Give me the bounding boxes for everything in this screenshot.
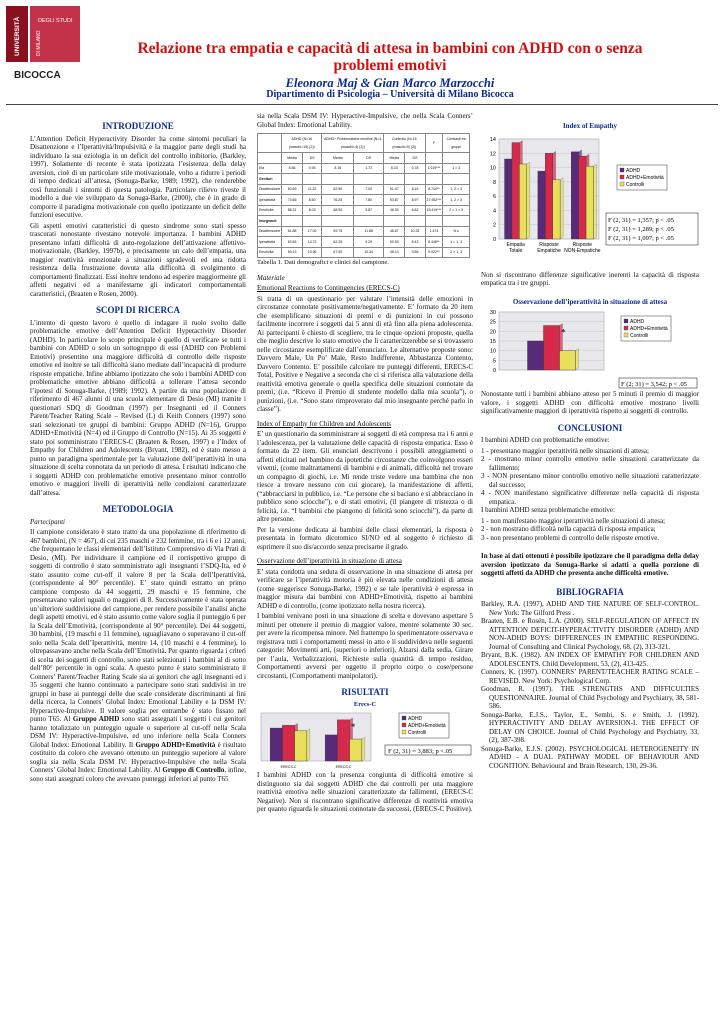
table-cell: Iperattività: [258, 237, 282, 248]
erecs-chart-title: Erecs-C: [353, 700, 377, 708]
svg-text:DI MILANO: DI MILANO: [36, 30, 42, 56]
table-row: [258, 226, 470, 237]
waiting-chart-title: Osservazione dell’iperattività in situazione di attesa: [512, 297, 668, 306]
scopi-paragraph: L’intento di questo lavoro è quello di indagare il ruolo svolto dalle problematiche emotive dell’Attention Deficit Hyperactivity Disorder (ADHD). In particolare lo scopo principale è quello di verificare se tutti i bambini con ADHD o solo un sottogruppo di essi (ADHD con Problemi Emotivi) presentino una maggiore difficoltà di controllo delle risposte emotive ed inoltre se tali difficoltà siano mediate dall’incapacità di produrre risposte empatiche. Infine abbiamo ipotizzato che solo i bambini ADHD con problematiche emotive abbiano difficoltà a tollerare l’attesa secondo l’ipotesi di Sonuga-Barke, (1989; 1992). A partire da una popolazione di riferimento di 467 alunni di una scuola elementare di Desio (MI) tramite i questionari SDQ di Goodman (1997) per Insegnanti ed il Conners Parent/Teacher Rating Scale – Revised (L) di Keith Conners (1997) sono stati selezionati tre gruppi di bambini: Gruppo ADHD (N=16), Gruppo ADHD+Emotività (N=4) ed il Gruppo di Controllo (N=15). Ai 35 soggetti è stato poi somministrato l’ERECS-C (Braaten & Rosen, 1997) e l’Index of Empathy for Children and Adolescents (Bryant, 1982), ed è stato messo a punto un paradigma sperimentale per la valutazione dell’iperattività in una situazione di scelta connotata da un periodo di attesa. I risultati indicano che i soggetti ADHD con problematiche emotive presentano minor controllo emotivo e maggiori livelli di iperattività nelle condizioni caratterizzate dall’attesa.: [30, 318, 246, 497]
concl-list-item: 2 - mostrano minor controllo emotivo nelle situazioni caratterizzate da fallimento;: [481, 455, 699, 472]
table-cell: [384, 174, 405, 185]
scopi-heading: SCOPI DI RICERCA: [95, 305, 180, 315]
table-cell: 2 > 1 > 3: [443, 205, 470, 216]
partecipanti-label: Partecipanti: [30, 517, 65, 526]
table-subheader-cell: [425, 153, 443, 164]
bar: [505, 159, 512, 239]
table-cell: Iperattività: [258, 195, 282, 206]
legend-swatch: [620, 182, 624, 186]
empathy-chart: [481, 131, 699, 271]
table-cell: 0.78: [405, 163, 425, 174]
y-tick-label: 14: [489, 136, 496, 143]
concl-summary: In base ai dati ottenuti è possibile ipotizzare che il paradigma della delay aversion ipotizzato da Sonuga-Barke si adatti a quella porzione di soggetti affetti da ADHD che presenta anche difficoltà emotive.: [481, 552, 699, 577]
legend-swatch: [624, 326, 628, 330]
header-divider: [6, 104, 718, 105]
table-subheader-cell: [443, 153, 470, 164]
metodo-heading: METODOLOGIA: [102, 504, 174, 514]
table-cell: 46.67: [384, 226, 405, 237]
concl-list-2: [481, 517, 699, 543]
table-cell: 1.019***: [425, 163, 443, 174]
bar: [560, 351, 576, 370]
table-cell: [354, 174, 384, 185]
metodo-continuation: sia nella Scala DSM IV: Hyperactive-Impulsive, che nella Scala Conners’ Global Index: Emotional Lability.: [257, 112, 473, 129]
bar: [282, 725, 294, 761]
table-subheader-cell: Media: [384, 153, 405, 164]
table-cell: 73.66: [282, 195, 303, 206]
table-header-cell: Controllo (N=15 (maschi=9) (3)): [384, 134, 425, 153]
legend-label: ADHD: [630, 319, 645, 325]
table-cell: 8.448**: [425, 237, 443, 248]
x-category-label: ERECS-C: [280, 765, 297, 769]
bar: [325, 735, 337, 761]
bib-entry: Sonuga-Barke, E.J.S., Taylor, E., Sembi, S. e Smith, J. (1992). HYPERACTIVITY AND DELAY AVERSION-I. THE EFFECT OF DELAY ON CHOICE. Journal of Child Psychology and Psychiatry, 33, (2), 387-398.: [481, 710, 699, 744]
table-row: [258, 205, 470, 216]
bar-side: [527, 162, 530, 239]
table-cell: 6.82: [405, 205, 425, 216]
demographics-table: [257, 133, 470, 258]
empathy-chart-svg: [481, 131, 699, 271]
bibliografia-heading: BIBLIOGRAFIA: [556, 586, 624, 597]
bibliography-list: [481, 600, 699, 770]
legend-label: ADHD: [626, 167, 641, 174]
legend-label: Controlli: [626, 181, 645, 188]
table-cell: Disattenzione: [258, 184, 282, 195]
table-cell: 0.94: [302, 163, 321, 174]
y-tick-label: 2: [492, 222, 496, 229]
y-tick-label: 12: [489, 150, 496, 157]
table-cell: 27.952***: [425, 195, 443, 206]
concl-list-item: 3 - NON presentano minor controllo emotivo nelle situazioni caratterizzate dal successo;: [481, 472, 699, 489]
y-tick-label: 0: [492, 368, 496, 374]
concl-list-1: [481, 447, 699, 507]
table-row: [258, 247, 470, 258]
table-cell: 7.80: [354, 195, 384, 206]
table-cell: 7.00: [354, 184, 384, 195]
y-tick-label: 4: [492, 207, 496, 214]
table-cell: [302, 216, 321, 227]
metodo-paragraph: Il campione considerato è stato tratto da una popolazione di riferimento di 467 bambini, (N = 467), di cui 235 maschi e 232 femmine, tra i 6 e i 12 anni, che frequentano le classi elementari dell’Istituto Comprensivo di Via Prati di Desio, (MI). Per individuare il campione ed il corrispettivo gruppo di soggetti di controllo è stato somministrato agli insegnanti l’SDQ-Ita, ed è stato assunto come cut-off il valore 8 per la Scala dell’Iperattività, (corrispondente al 90° percentile). E’ stato quindi estratto un primo campione composto da 44 soggetti, 29 maschi e 15 femmine, che presentavano valori uguali o maggiori di 8. Successivamente è stata operata un’ulteriore suddivisione del campione, per rendere possibile l’analisi anche degli aspetti emotivi, ed è stato assunto come valore soglia il punteggio 6 per la Scala dell’Emotività, (corrispondente al 90° percentile). Dei 44 soggetti, 30 bambini, (19 maschi e 11 femmine), uguagliavano o superavano il cut-off solo nella Scala dell’Iperattività, mentre 14, (10 maschi e 4 femmine), lo oltrepassavano anche nella Scala dell’Emotività. Per quanto riguarda i criteri di scelta dei soggetti di controllo, sono stati selezionati i bambini al di sotto dell’80° percentile in ogni scala. A questo punto è stato somministrato il Conners’ Parent/Teacher Rating Scale sia ai genitori che agli insegnanti ed i 35 soggetti che hanno continuato a partecipare sono stati suddivisi in tre gruppi in base ai punteggi delle due scale considerate discriminanti ai fini della ricerca, la Conners’ Global Index: Emotional Lability e la DSM IV: Hyperactive-Impulsive. Il valore soglia per entrambe è stato fissato nel punto T65. Al Gruppo ADHD sono stati assegnati i soggetti i cui genitori hanno totalizzato un punteggio uguale o superiore al cut-off nella Scala DSM IV: Hyperactive-Impulsive, ed uno inferiore nella Scala Conners Global Index: Emotional Lability. Il Gruppo ADHD+Emotività è risultato costituito da coloro che avevano ottenuto un punteggio superiore al valore soglia sia nella Scala DSM IV: Hyperactive-Impulsive che nella Scala Conners’ Global Index: Emotional Lability. Al Gruppo di Controllo, infine, sono stati assegnati coloro che avevano punteggi inferiori al punto T65: [30, 528, 247, 783]
table-cell: [282, 174, 303, 185]
bar: [545, 153, 552, 239]
bar: [553, 179, 560, 238]
legend-label: ADHD+Emotività: [626, 174, 664, 181]
table-cell: 76.25: [322, 195, 354, 206]
y-tick-label: 5: [492, 358, 496, 365]
intro-heading: INTRODUZIONE: [102, 121, 174, 131]
table-cell: 8.66: [282, 163, 303, 174]
table-cell: N.s: [443, 226, 470, 237]
index-paragraph-2: Per la versione dedicata ai bambini delle classi elementari, la risposta è presentata in formato dicotomico SI/NO ed al soggetto è richiesto di esprimere il suo dis/accordo senza precisarne il grado.: [257, 525, 473, 551]
department: Dipartimento di Psicologia – Università di Milano Bicocca: [266, 89, 514, 100]
authors: Eleonora Maj & Gian Marco Marzocchi: [285, 76, 495, 90]
concl-list-item: 2 - non mostrano difficoltà nella capacità di risposta empatica;: [481, 525, 656, 533]
legend-swatch: [620, 175, 624, 179]
bar: [519, 164, 526, 239]
waiting-chart: [481, 306, 699, 390]
bar: [538, 171, 545, 239]
table-cell: 3.87: [354, 205, 384, 216]
x-category-label: Empatia: [506, 241, 525, 248]
waiting-chart-svg: [481, 306, 699, 390]
legend-swatch: [402, 723, 406, 727]
table-cell: 1.474: [425, 226, 443, 237]
table-cell: 9.29: [354, 237, 384, 248]
intro-paragraph-1: L’Attention Deficit Hyperactivity Disorder ha come sintomi peculiari la Disattenzione e l’Iperattività/Impulsività e la maggior parte degli studi ha individuato la sua eziologia in un deficit del controllo inibitorio, (Barkley, 1997). Solamente di recente è stata ipotizzata l’esistenza della delay aversion, cioè di un particolare stile motivazionale, volto a ridurre i periodi di tempo dedicati all’attesa, (Sonuga-Barke, 1989; 1992), che renderebbe così funzionali i sintomi di questa patologia. Particolare rilievo riveste il modello a due vie sviluppato da Sonuga-Barke, (2000), che è in grado di comporre il paradigma motivazionale con quello ipotizzante un deficit delle funzioni esecutive.: [30, 134, 246, 219]
table-cell: 8.16: [405, 184, 425, 195]
bar: [512, 142, 519, 238]
table-cell: Età: [258, 163, 282, 174]
table-row: [258, 237, 470, 248]
table-cell: [282, 216, 303, 227]
bar: [337, 720, 349, 761]
table-cell: [384, 216, 405, 227]
y-tick-label: 10: [489, 348, 496, 355]
legend-label: Controlli: [630, 333, 649, 339]
bar-side: [560, 177, 563, 238]
table-cell: 1 = 1, 3: [443, 237, 470, 248]
table-cell: 61.88: [282, 226, 303, 237]
table-row: [258, 184, 470, 195]
table-cell: 1.72: [354, 163, 384, 174]
table-cell: [443, 216, 470, 227]
bar: [295, 731, 307, 761]
x-category-label: NON-Empatiche: [564, 247, 601, 254]
table-cell: 8.03: [302, 205, 321, 216]
table-cell: 8.43: [405, 237, 425, 248]
table-cell: 11.22: [302, 184, 321, 195]
table-cell: Genitori: [258, 174, 282, 185]
table-cell: 10.33: [405, 226, 425, 237]
x-category-label: Empatiche: [537, 247, 561, 254]
table-header-cell: ADHD+ Problematiche emotive (N=4 (maschi=4) (2)): [322, 134, 384, 153]
stat-text: F (2, 31) = 3,883; p <.05: [388, 748, 453, 755]
concl-intro-1: I bambini ADHD con problematiche emotive:: [481, 436, 610, 444]
column-left: [30, 112, 246, 785]
legend-swatch: [402, 716, 406, 720]
bib-entry: Conners, K. (1997). CONNERS’ PARENT/TEACHER RATING SCALE –REVISED. New York: Psychological Corp.: [481, 668, 699, 685]
column-middle: [257, 112, 473, 816]
osserv-paragraph-2: I bambini venivano posti in una situazione di scelta e dovevano aspettare 5 minuti per ottenere il premio di maggior valore, mentre solamente 30 sec. per avere la ricompensa minore. Nel frattempo lo sperimentatore osservava e registrava tutti i comportamenti messi in atto e li suddivideva nelle seguenti categorie: Movimenti arti, (superiori o inferiori), Alzarsi dalla sedia, Girare per l’aula, Verbalizzazioni, Richieste sulla quantità di tempo residuo, Comportamenti avversi per oggetto il proprio corpo o cose/persone circostanti, (Comportamenti manipolatori).: [257, 612, 473, 680]
table-caption: Tabella 1. Dati demografici e clinici del campione.: [257, 259, 389, 266]
legend-swatch: [620, 168, 624, 172]
table-cell: 10.34: [354, 247, 384, 258]
materiale-label: Materiale: [257, 273, 285, 282]
x-category-label: Totale: [508, 247, 523, 254]
table-subheader-cell: DS: [354, 153, 384, 164]
table-cell: 68.50: [322, 205, 354, 216]
bib-entry: Braaten, E.B. e Rosén, L.A. (2000). SELF-REGULATION OF AFFECT IN ATTENTION DEFICIT-HYPERACTIVITY DISORDER (ADHD) AND NON-ADHD BOYS: DIFFERENCES IN EMPATHIC RESPONDING. Journal of Consulting and Clinical Psychology, 68, (2), 313-321.: [481, 617, 699, 651]
bib-entry: Sonuga-Barke, E.J.S. (2002). PSYCHOLOGICAL HETEROGENEITY IN AD/HD - A DUAL PATHWAY MODEL OF BEHAVIOUR AND COGNITION. Behavioural and Brain Research, 130, 29-36.: [481, 744, 699, 770]
legend-swatch: [624, 333, 628, 337]
table-cell: [405, 216, 425, 227]
stat-text: F (2, 31) = 1,097; p < .05: [608, 234, 674, 242]
table-cell: 17.02: [302, 226, 321, 237]
empathy-conclusion: Non si riscontrano differenze significative inerenti la capacità di risposta empatica tra i tre gruppi.: [481, 270, 699, 287]
table-cell: 59.75: [322, 226, 354, 237]
table-cell: [425, 216, 443, 227]
y-tick-label: 6: [492, 193, 496, 200]
table-cell: Emotività: [258, 247, 282, 258]
table-subheader-cell: [258, 153, 282, 164]
risultati-heading: RISULTATI: [341, 687, 389, 697]
erecs-heading: Emotional Reactions to Contingencies (ERECS-C): [257, 284, 400, 292]
bar: [270, 728, 282, 761]
bib-entry: Goodman, R. (1997). THE STRENGTHS AND DIFFICULTIES QUESTIONNAIRE. Journal of Child Psychology and Psychiatry, 38, 581-586.: [481, 685, 699, 710]
table-cell: 60.59: [282, 184, 303, 195]
x-category-label: Risposte: [572, 241, 593, 248]
table-row: [258, 195, 470, 206]
table-cell: 9.022**: [425, 247, 443, 258]
table-cell: 1 = 3: [443, 163, 470, 174]
empathy-chart-title: Index of Empathy: [562, 122, 618, 130]
legend-swatch: [624, 319, 628, 323]
bib-entry: Barkley, R.A. (1997), ADHD AND THE NATURE OF SELF-CONTROL. New York: The Gilford Press .: [481, 600, 699, 617]
table-subheader-cell: Media: [282, 153, 303, 164]
bar: [586, 166, 593, 239]
legend-label: ADHD+Emotività: [408, 723, 446, 729]
table-cell: [322, 216, 354, 227]
legend-swatch: [402, 730, 406, 734]
concl-intro-2: I bambini ADHD senza problematiche emotive:: [481, 506, 615, 514]
table-cell: 48.13: [384, 247, 405, 258]
table-cell: [354, 216, 384, 227]
intro-paragraph-2: Gli aspetti emotivi caratteristici di questo sindrome sono stati spesso trascurati nonostante rivestano notevole importanza. I bambini ADHD presentano infatti difficoltà di auto-regolazione dell’attivazione affettivo-motivazionale, (Barkley, 1997b), e precisamente un calo dell’empatia, una maggior reattività emozionale a situazioni sgradevoli ed una ridotta resistenza della frustrazione dovuta alla difficoltà di svolgimento di comportamenti finalizzati. Essi inoltre tendono ad esperire maggiormente gli affetti negativi ed a manifestarne gli indicatori comportamentali caratteristici, (Braaten e Rosen, 2000).: [30, 221, 246, 298]
conclusioni-heading: CONCLUSIONI: [557, 422, 623, 433]
bar-side: [576, 349, 579, 370]
concl-list-item: 4 - NON manifestano significative differenze nella capacità di risposta empatica.: [481, 489, 699, 506]
osserv-heading: Osservazione dell’iperattività in situazione di attesa: [257, 557, 402, 565]
table-cell: 8.97: [405, 195, 425, 206]
table-cell: 1, 2 > 3: [443, 195, 470, 206]
index-paragraph-1: E’ un questionario da somministrare ai soggetti di età compresa tra i 6 anni e l’adolescenza, per la valutazione delle capacità di risposta empatica. Esso è formato da 22 item. Gli enunciati descrivono i possibili atteggiamenti o affetti elicitati nel bambino da ipotetiche circostanze che coinvolgono esseri viventi, (come maltrattamenti di bambini e di animali, difficoltà nel trovare un compagno di giochi, i.e. Mi rende triste vedere una bambina che non riesce a trovare nessuno con cui giocare), la manifestazione di affetti, (“abbracciarsi in pubblico, i.e. “Le persone che si baciano e si abbracciano in pubblico sono sciocche”), e di stati emotivi, (il piangere di tristezza o di felicità, i.e. “I bambini che piangono di felicità sono sciocchi”), da parte di altre persone.: [257, 430, 473, 523]
table-row: [258, 174, 470, 185]
table-cell: [443, 174, 470, 185]
table-subheader-cell: Media: [322, 153, 354, 164]
table-cell: 59.13: [282, 247, 303, 258]
bar-side: [307, 729, 310, 761]
table-cell: 2 > 1, 3: [443, 247, 470, 258]
table-cell: 15.419***: [425, 205, 443, 216]
table-cell: 1, 2 > 3: [443, 184, 470, 195]
table-cell: 11.88: [354, 226, 384, 237]
table-cell: 62.25: [322, 237, 354, 248]
table-header-cell: F: [425, 134, 443, 153]
svg-text:UNIVERSITÀ: UNIVERSITÀ: [14, 16, 21, 56]
legend-label: Controlli: [408, 730, 427, 736]
table-cell: 8.740**: [425, 184, 443, 195]
table-header-cell: Contrasti tra gruppi: [443, 134, 470, 153]
column-right: [481, 112, 699, 770]
table-cell: 58.31: [282, 205, 303, 216]
table-cell: 51.47: [384, 184, 405, 195]
table-cell: Insegnanti: [258, 216, 282, 227]
bar-side: [362, 737, 365, 761]
erecs-results-paragraph: I bambini ADHD con la presenza congiunta di difficoltà emotive si distinguono sia dai soggetti ADHD che dai controlli per una maggiore reattività emotiva nelle situazioni caratterizzate da fallimenti, (ERECS-C Negative). Non si riscontrano significative differenze di reattività emotiva per quanto riguarda le situazioni connotate da successi, (ERECS-C Positive).: [257, 771, 473, 813]
table-cell: 8.60: [302, 195, 321, 206]
stat-text: F (2; 31) = 3,542; p < .05: [621, 381, 688, 388]
erecs-chart-svg: [257, 709, 473, 771]
table-cell: 50.93: [384, 237, 405, 248]
table-cell: 53.87: [384, 195, 405, 206]
index-heading: Index of Empathy for Children and Adolescents: [257, 419, 392, 428]
bar: [350, 739, 362, 761]
table-subheader-cell: DS: [302, 153, 321, 164]
y-tick-label: 0: [492, 236, 496, 243]
stat-text: F (2, 31) = 1,289; p < .05: [608, 225, 674, 233]
table-header-cell: [258, 134, 282, 153]
table-cell: [322, 174, 354, 185]
table-cell: Emotività: [258, 205, 282, 216]
table-subheader-cell: DS: [405, 153, 425, 164]
significance-marker: *: [350, 721, 356, 732]
x-category-label: ERECS-C: [335, 765, 352, 769]
legend-label: ADHD+Emotività: [630, 326, 668, 332]
table-cell: 63.56: [282, 237, 303, 248]
y-tick-label: 25: [489, 319, 496, 326]
concl-list-item: 3 - non presentano problemi di controllo delle risposte emotive.: [481, 533, 660, 542]
concl-list-item: 1 - presentano maggior iperattività nelle situazioni di attesa;: [481, 446, 649, 455]
significance-marker: *: [561, 327, 566, 338]
svg-text:DEGLI STUDI: DEGLI STUDI: [38, 18, 73, 24]
table-cell: 62.50: [322, 184, 354, 195]
concl-list-item: 1 - non manifestano maggior iperattività nelle situazioni di attesa;: [481, 516, 666, 525]
table-cell: [405, 174, 425, 185]
bar: [544, 326, 560, 370]
table-cell: 10.96: [302, 247, 321, 258]
y-tick-label: 30: [489, 310, 496, 316]
legend-label: ADHD: [408, 716, 423, 722]
table-cell: 46.33: [384, 205, 405, 216]
x-category-label: Risposte: [539, 241, 559, 248]
poster-title: Relazione tra empatia e capacità di attesa in bambini con ADHD con o senza problemi emotivi: [137, 40, 643, 74]
y-tick-label: 15: [489, 339, 496, 345]
bib-entry: Bryant, B.K. (1982). AN INDEX OF EMPATHY FOR CHILDREN AND ADOLESCENTS. Child Development, 53, (2), 413-425.: [481, 651, 699, 668]
table-row: [258, 216, 470, 227]
table-cell: [425, 174, 443, 185]
bar-side: [593, 164, 596, 239]
erecs-paragraph: Si tratta di un questionario per valutare l’intensità delle emozioni in circostanze connotate positivamente/negativamente. E’ formato da 20 item che esemplificano situazioni di premi e di punizioni in cui possono facilmente incorrere i soggetti dai 5 anni di età fino alla piena adolescenza. Ai partecipanti è chiesto di scegliere, tra le cinque opzioni proposte, quella che meglio descrive lo stato emotivo che li caratterizzerebbe se si trovassero nelle circostanze esemplificate dall’enunciato. Le alternative proposte sono: Davvero Male, Un Po’ Male, Resto Indifferente, Abbastanza Contento, Davvero Contento. E’ possibile calcolare tre punteggi differenti, ERECS-C Total, Positive e Negative a seconda che ci si riferisca alla valutazione della reattività emotiva generale o quella specifica delle situazioni connotate da premi, (i.e. “Ricevo il Premio di studente modello dalla mia scuola”), o punizioni, (i.e. “Sono stato rimproverato dal mio insegnante perché parlo in classe”).: [257, 294, 473, 413]
table-cell: 14.72: [302, 237, 321, 248]
table-cell: 9.86: [405, 247, 425, 258]
y-tick-label: 8: [492, 179, 496, 186]
y-tick-label: 20: [489, 329, 496, 336]
waiting-conclusion: Nonostante tutti i bambini abbiano atteso per 5 minuti il premio di maggior valore, i soggetti ADHD con difficoltà emotive mostrano livelli significativamente maggiori di iperattività rispetto ai soggetti di controllo.: [481, 390, 699, 415]
table-cell: 67.50: [322, 247, 354, 258]
table-cell: 8.33: [384, 163, 405, 174]
table-cell: 8.16: [322, 163, 354, 174]
table-row: [258, 163, 470, 174]
erecs-chart: [257, 709, 473, 771]
bar: [579, 156, 586, 239]
svg-text:BICOCCA: BICOCCA: [14, 70, 61, 81]
table-cell: [302, 174, 321, 185]
stat-text: F (2, 31) = 1,357; p < .05: [608, 216, 674, 224]
university-logo: [6, 6, 82, 84]
bar: [571, 151, 578, 238]
osserv-paragraph-1: E’ stata condotta una seduta di osservazione in una situazione di attesa per verificare se l’iperattività motoria è più elevata nelle condizioni di attesa (come suggerisce Sonuga-Barke, 1992) e se tale iperattività è espressa in maggior misura dai bambini con ADHD+Emotività, rispetto ai bambini ADHD e di controllo, (come ipotizzato nella nostra ricerca).: [257, 567, 473, 610]
y-tick-label: 10: [489, 165, 496, 172]
table-header-cell: ADHD (N=16 (maschi=16) (2)): [282, 134, 322, 153]
table-cell: Disattenzione: [258, 226, 282, 237]
bar: [528, 341, 544, 370]
